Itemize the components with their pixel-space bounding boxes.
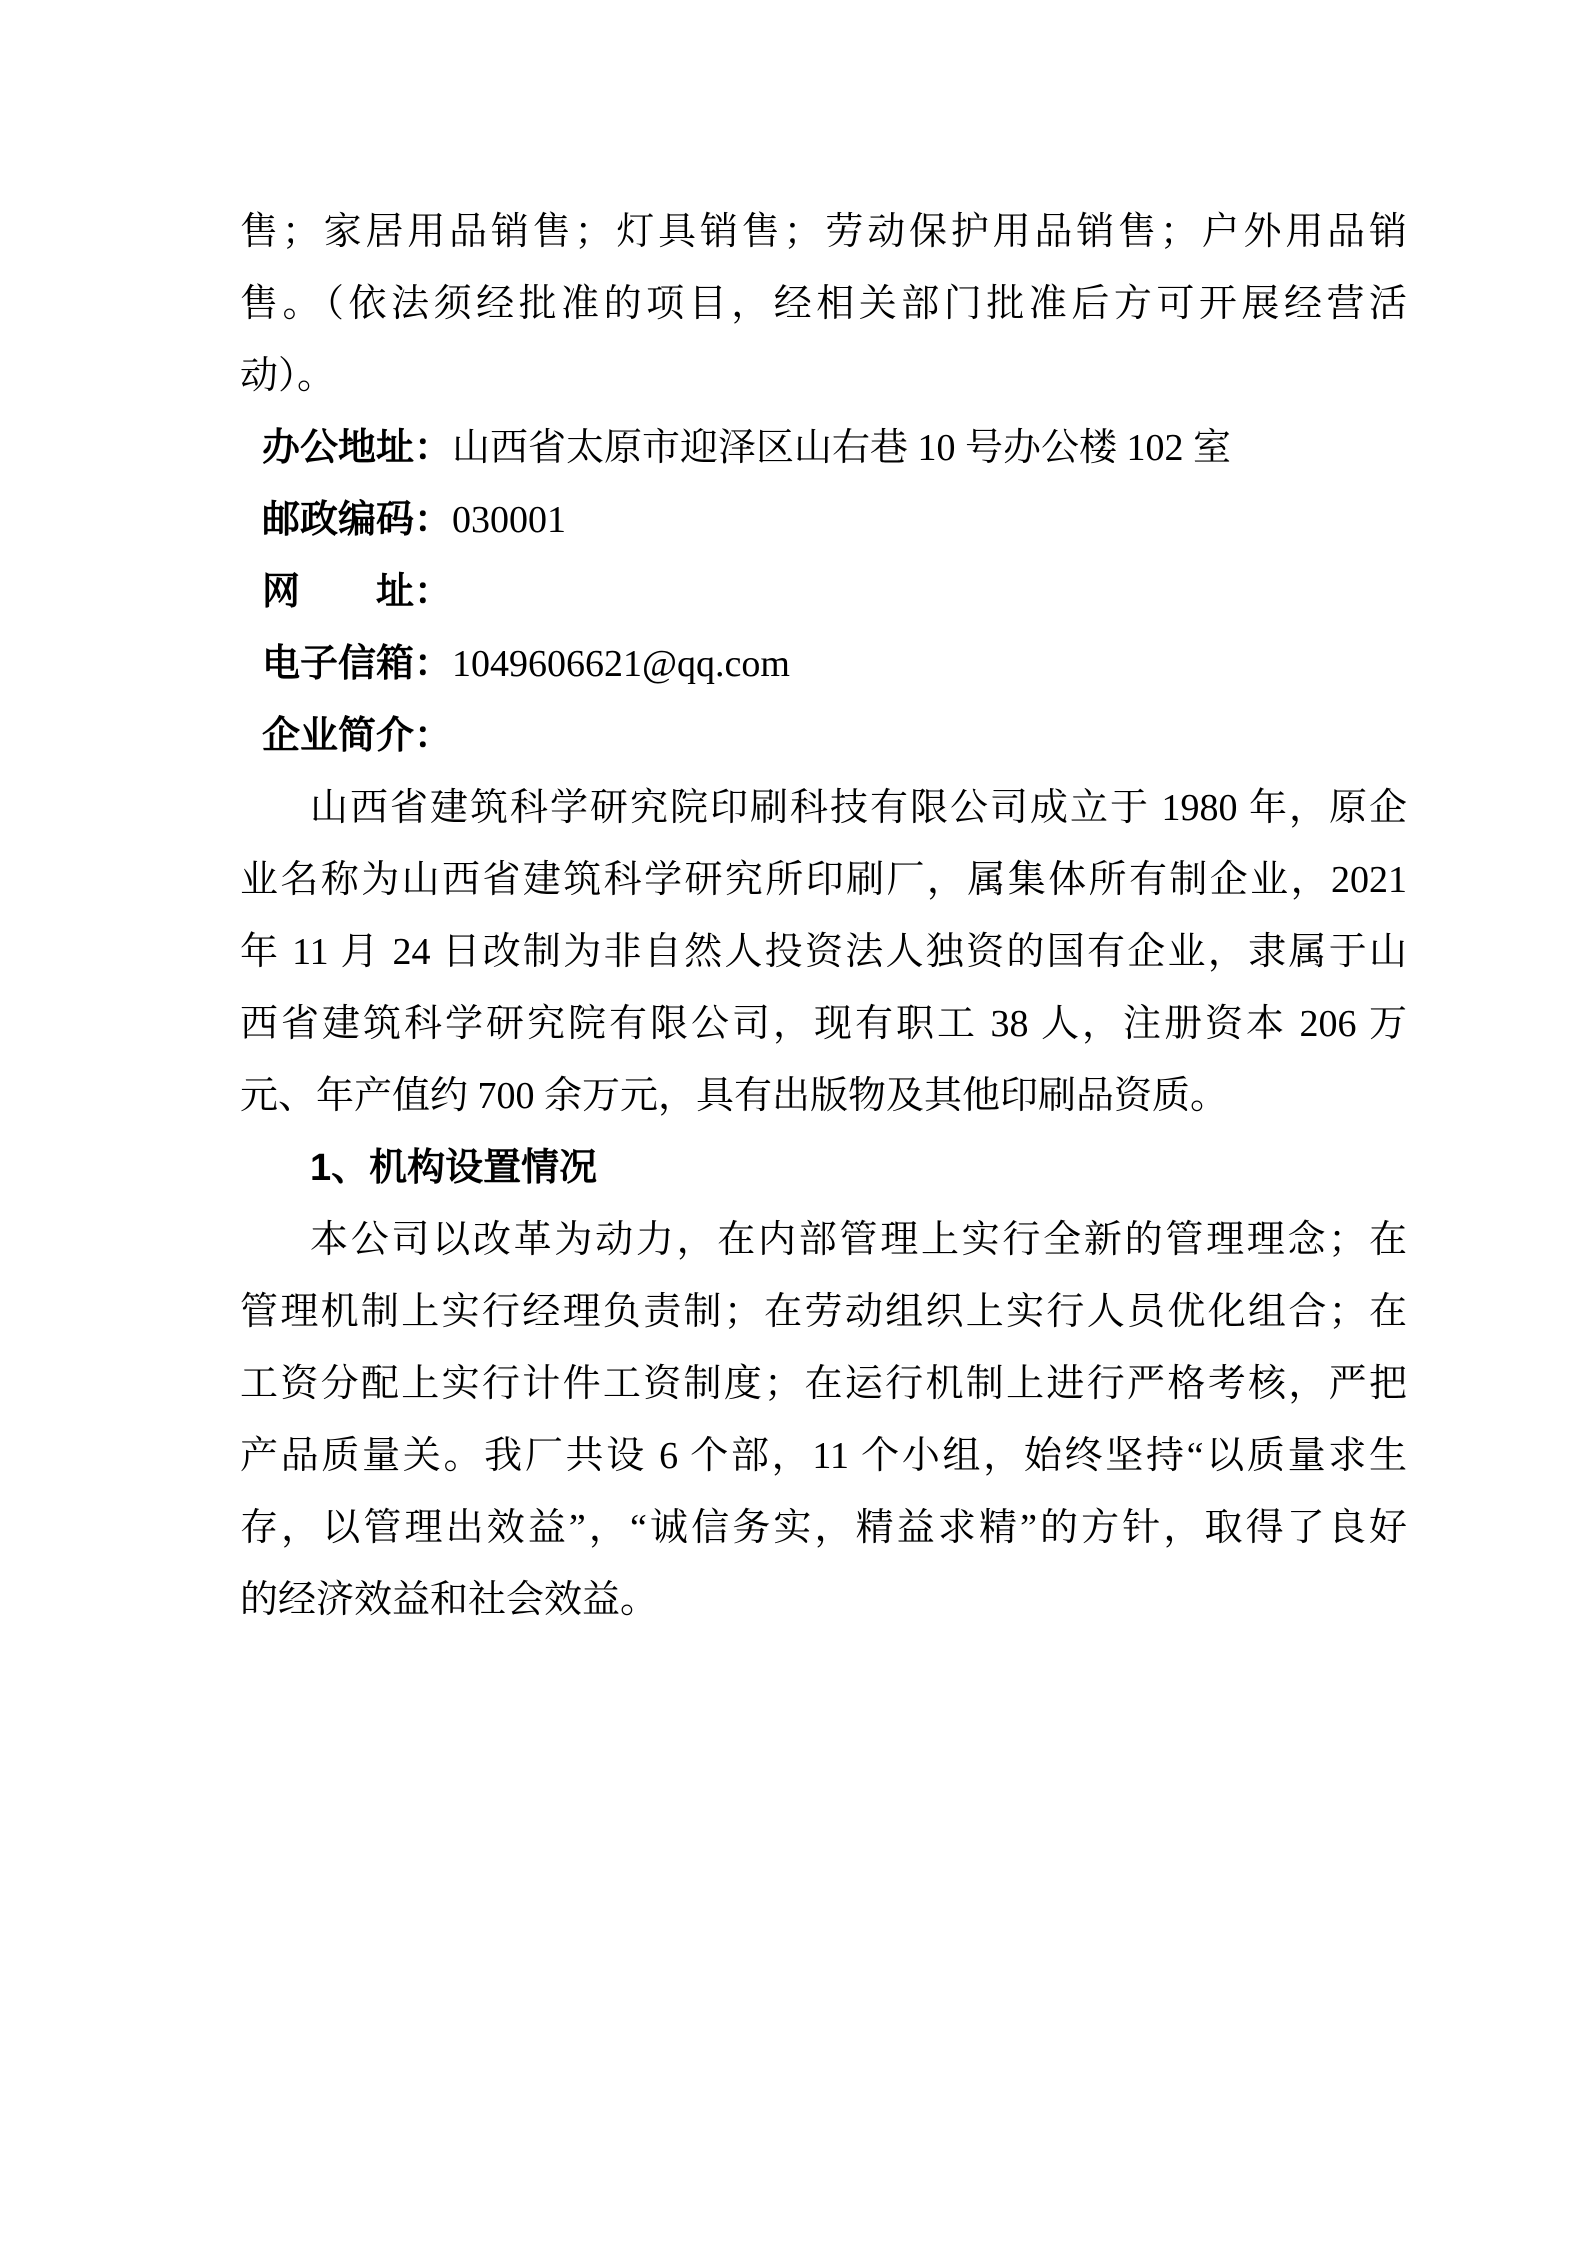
- text-segment: 业名称为山西省建筑科学研究所印刷厂，属集体所有制企业，2021: [240, 859, 1407, 901]
- field-value: 030001: [452, 499, 567, 541]
- field-line: [240, 484, 1407, 556]
- document-content: [240, 196, 1407, 1636]
- body-text-line: [240, 988, 1407, 1060]
- text-segment: 存，以管理出效益”，“诚信务实，精益求精”的方针，取得了良好: [240, 1507, 1407, 1549]
- field-value: 1049606621@qq.com: [452, 643, 790, 685]
- field-line: [240, 412, 1407, 484]
- body-text-line: [240, 1204, 1407, 1276]
- text-segment: 管理机制上实行经理负责制；在劳动组织上实行人员优化组合；在: [240, 1291, 1407, 1333]
- text-segment: 年 11 月 24 日改制为非自然人投资法人独资的国有企业，隶属于山: [240, 931, 1407, 973]
- body-text-line: [240, 916, 1407, 988]
- text-segment: 售；家居用品销售；灯具销售；劳动保护用品销售；户外用品销: [240, 211, 1407, 253]
- field-line: [240, 700, 1407, 772]
- section-heading: [240, 1132, 1407, 1204]
- text-segment: 产品质量关。我厂共设 6 个部，11 个小组，始终坚持“以质量求生: [240, 1435, 1407, 1477]
- field-value: 山西省太原市迎泽区山右巷 10 号办公楼 102 室: [452, 427, 1232, 469]
- body-text-line: [240, 1564, 1407, 1636]
- body-text-line: [240, 772, 1407, 844]
- text-segment: 的经济效益和社会效益。: [240, 1579, 659, 1621]
- body-text-line: [240, 1492, 1407, 1564]
- field-label: 电子信箱：: [262, 643, 453, 685]
- body-text-line: [240, 196, 1407, 268]
- body-text-line: [240, 844, 1407, 916]
- section-heading-text: 1、机构设置情况: [310, 1147, 598, 1189]
- body-text-line: [240, 1348, 1407, 1420]
- field-label: 网 址：: [262, 571, 453, 613]
- body-text-line: [240, 1420, 1407, 1492]
- body-text-line: [240, 1276, 1407, 1348]
- body-text-line: [240, 1060, 1407, 1132]
- field-line: [240, 628, 1407, 700]
- body-text-line: [240, 340, 1407, 412]
- text-segment: 山西省建筑科学研究院印刷科技有限公司成立于 1980 年，原企: [310, 787, 1407, 829]
- text-segment: 西省建筑科学研究院有限公司，现有职工 38 人，注册资本 206 万: [240, 1003, 1407, 1045]
- text-segment: 本公司以改革为动力，在内部管理上实行全新的管理理念；在: [310, 1219, 1407, 1261]
- body-text-line: [240, 268, 1407, 340]
- field-label: 邮政编码：: [262, 499, 453, 541]
- text-segment: 工资分配上实行计件工资制度；在运行机制上进行严格考核，严把: [240, 1363, 1407, 1405]
- field-label: 办公地址：: [262, 427, 453, 469]
- text-segment: 动）。: [240, 355, 336, 397]
- field-label: 企业简介：: [262, 715, 453, 757]
- text-segment: 元、年产值约 700 余万元，具有出版物及其他印刷品资质。: [240, 1075, 1229, 1117]
- text-segment: 售。（依法须经批准的项目，经相关部门批准后方可开展经营活: [240, 283, 1407, 325]
- field-line: [240, 556, 1407, 628]
